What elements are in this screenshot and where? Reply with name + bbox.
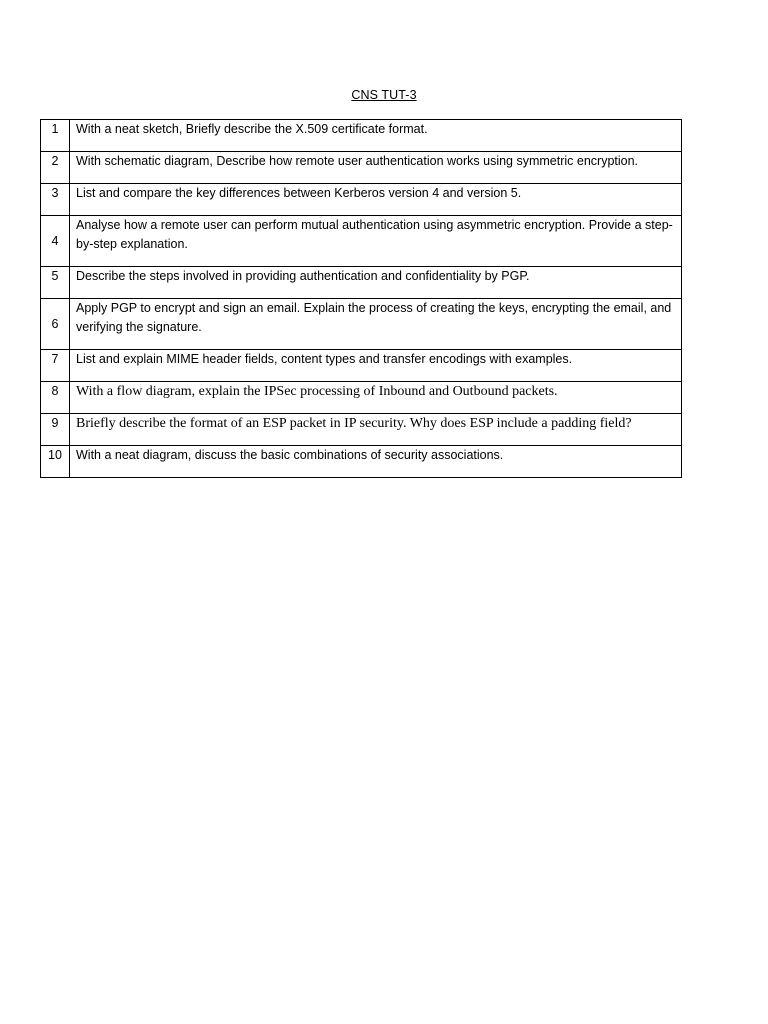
question-text: With a flow diagram, explain the IPSec processing of Inbound and Outbound packets.	[76, 384, 558, 399]
question-text: Analyse how a remote user can perform mutual authentication using asymmetric encryption. Provide a step-by-step explanation.	[76, 218, 673, 251]
question-text: With schematic diagram, Describe how remote user authentication works using symmetric encryption.	[76, 154, 639, 168]
question-number: 2	[41, 152, 70, 184]
table-row	[41, 184, 682, 216]
table-row	[41, 152, 682, 184]
table-row	[41, 216, 682, 267]
question-text: With a neat diagram, discuss the basic combinations of security associations.	[76, 448, 504, 462]
question-number: 6	[41, 299, 70, 350]
question-number: 8	[41, 382, 70, 414]
page-title: CNS TUT-3	[351, 88, 417, 102]
question-number: 3	[41, 184, 70, 216]
question-text: List and compare the key differences between Kerberos version 4 and version 5.	[76, 186, 522, 200]
question-number: 10	[41, 446, 70, 478]
question-number: 1	[41, 120, 70, 152]
table-row	[41, 446, 682, 478]
question-number: 5	[41, 267, 70, 299]
questions-table	[40, 119, 682, 478]
question-text: List and explain MIME header fields, content types and transfer encodings with examples.	[76, 352, 573, 366]
table-row	[41, 299, 682, 350]
table-row	[41, 350, 682, 382]
table-row	[41, 414, 682, 446]
question-text: With a neat sketch, Briefly describe the X.509 certificate format.	[76, 122, 428, 136]
question-text: Describe the steps involved in providing authentication and confidentiality by PGP.	[76, 269, 530, 283]
table-row	[41, 120, 682, 152]
question-number: 9	[41, 414, 70, 446]
question-text: Briefly describe the format of an ESP packet in IP security. Why does ESP include a padding field?	[76, 416, 632, 431]
question-number: 4	[41, 216, 70, 267]
question-number: 7	[41, 350, 70, 382]
table-row	[41, 267, 682, 299]
table-row	[41, 382, 682, 414]
question-text: Apply PGP to encrypt and sign an email. Explain the process of creating the keys, encrypting the email, and verifying the signature.	[76, 301, 672, 334]
